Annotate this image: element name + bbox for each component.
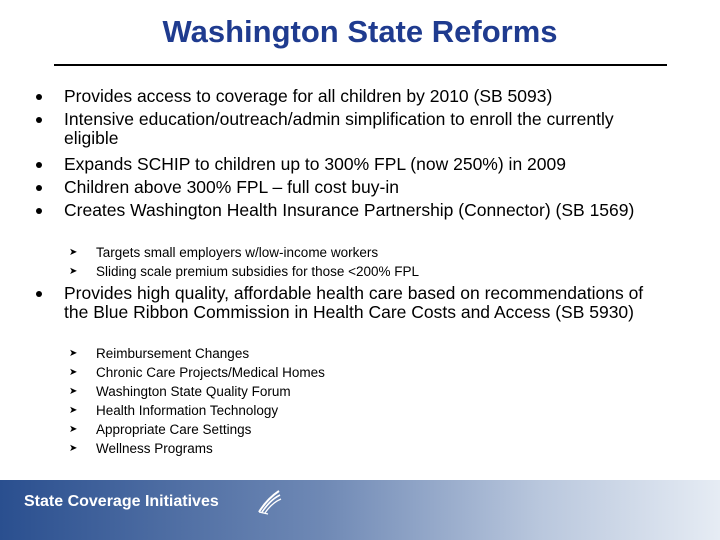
sub-bullet-item [69,363,656,382]
bullet-dot-icon [36,291,42,297]
bullet-item [64,110,664,148]
sub-bullet-item [69,420,656,439]
title-divider [54,64,667,66]
arrow-bullet-icon: ➤ [69,405,78,416]
sub-bullet-item [69,439,656,458]
bullet-text: Creates Washington Health Insurance Partnership (Connector) (SB 1569) [64,200,635,220]
rwjf-logo-icon [256,488,282,516]
bullet-dot-icon [36,94,42,100]
sub-bullet-text: Targets small employers w/low-income workers [96,245,379,260]
arrow-bullet-icon: ➤ [69,266,78,277]
arrow-bullet-icon: ➤ [69,367,78,378]
bullet-text: Provides access to coverage for all children by 2010 (SB 5093) [64,86,553,106]
arrow-bullet-icon: ➤ [69,424,78,435]
sub-bullet-text: Reimbursement Changes [96,346,250,361]
sub-bullet-text: Wellness Programs [96,441,213,456]
arrow-bullet-icon: ➤ [69,443,78,454]
bullet-text: Children above 300% FPL – full cost buy-in [64,177,399,197]
page-title: Washington State Reforms [162,14,558,49]
bullet-text: Provides high quality, affordable health care based on recommendations of the Blue Ribbon Commission in Health Care Costs and Access (SB 5930) [64,283,644,322]
sub-bullet-item [69,243,656,262]
bullet-dot-icon [36,208,42,214]
bullet-item [64,284,664,322]
bullet-item [64,178,664,197]
bullet-text: Intensive education/outreach/admin simplification to enroll the currently eligible [64,109,614,148]
bullet-item [64,87,664,106]
sub-bullet-text: Washington State Quality Forum [96,384,291,399]
footer-banner [0,480,720,540]
sub-bullet-text: Health Information Technology [96,403,279,418]
bullet-text: Expands SCHIP to children up to 300% FPL (now 250%) in 2009 [64,154,566,174]
sub-bullet-item [69,344,656,363]
sub-bullet-text: Sliding scale premium subsidies for those <200% FPL [96,264,420,279]
sub-bullet-text: Appropriate Care Settings [96,422,252,437]
arrow-bullet-icon: ➤ [69,247,78,258]
sub-bullet-item [69,262,656,281]
arrow-bullet-icon: ➤ [69,348,78,359]
bullet-item [64,201,664,220]
bullet-dot-icon [36,162,42,168]
arrow-bullet-icon: ➤ [69,386,78,397]
bullet-dot-icon [36,185,42,191]
footer-brand: State Coverage Initiatives [24,493,219,510]
sub-bullet-text: Chronic Care Projects/Medical Homes [96,365,325,380]
sub-bullet-item [69,401,656,420]
bullet-item [64,155,664,174]
bullet-dot-icon [36,117,42,123]
sub-bullet-item [69,382,656,401]
